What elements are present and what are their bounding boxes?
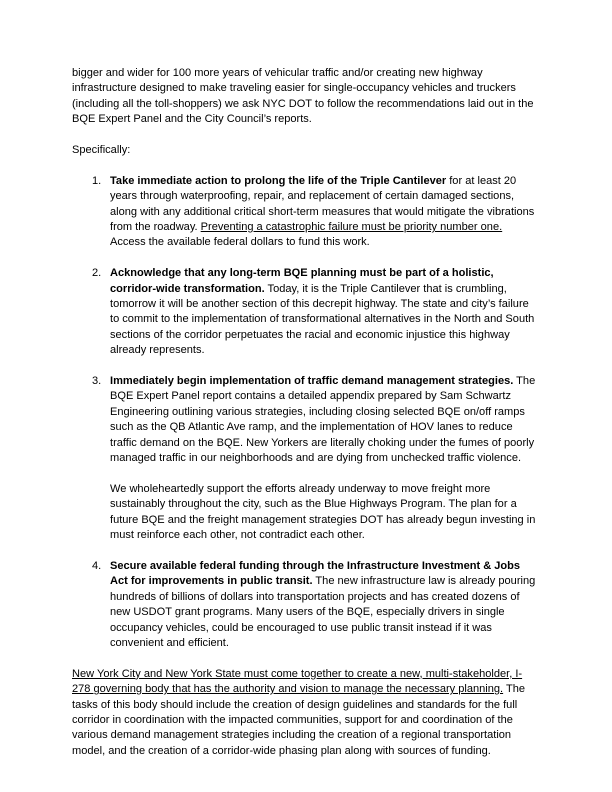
item-text: The BQE Expert Panel report contains a detailed appendix prepared by Sam Schwartz Engineering outlining various strategies, including closing selected BQE on/off ramps such as the QB Atlantic Ave ramp, and the implementation of HOV lanes to reduce traffic demand on the BQE. New Yorkers are literally choking under the fumes of poorly managed traffic in our neighborhoods and are dying from unchecked traffic violence. [110,375,536,465]
intro-paragraph: bigger and wider for 100 more years of vehicular traffic and/or creating new highway infrastructure designed to make traveling easier for single-occupancy vehicles and truckers (including all the toll-shoppers) we ask NYC DOT to follow the recommendations laid out in the BQE Expert Panel and the City Council’s reports. [72,67,534,126]
item-heading: Secure available federal funding through the Infrastructure Investment & Jobs Act for improvements in public transit. [110,559,521,588]
closing-text: The tasks of this body should include the creation of design guidelines and standards for the full corridor in coordination with the impacted communities, support for and coordination of the various demand management strategies including the creation of a regional transportation model, and the creation of a corridor-wide phasing plan along with sources of funding. [72,683,526,757]
item-number: 4. [92,559,102,572]
closing-underlined-text: New York City and New York State must come together to create a new, multi-stakeholder, I-278 governing body that has the authority and vision to manage the necessary planning. [72,667,523,696]
item-heading: Acknowledge that any long-term BQE planning must be part of a holistic, corridor-wide transformation. [110,267,494,295]
item-text: Today, it is the Triple Cantilever that is crumbling, tomorrow it will be another section of this decrepit highway. The state and city’s failure to commit to the implementation of transformational alternatives in the North and South sections of the corridor perpetuates the racial and economic injustice this highway already represents. [110,282,535,357]
list-item [72,559,540,651]
item-number: 1. [92,174,102,187]
item-number: 3. [92,375,102,388]
item-text-continued: We wholeheartedly support the efforts already underway to move freight more sustainably throughout the city, such as the Blue Highways Program. The plan for a future BQE and the freight management strategies DOT has already begun investing in must reinforce each other, not contradict each other. [110,482,536,542]
item-number: 2. [92,267,102,280]
item-text: The new infrastructure law is already pouring hundreds of billions of dollars into transportation projects and has created dozens of new USDOT grant programs. Many users of the BQE, especially drivers in single occupancy vehicles, could be encouraged to use public transit instead if it was convenient and efficient. [110,575,536,649]
closing-paragraph [72,667,540,759]
list-item [72,174,540,251]
list-item [72,374,540,543]
item-text: Access the available federal dollars to fund this work. [110,236,370,249]
item-heading: Take immediate action to prolong the life of the Triple Cantilever [110,174,447,187]
item-underlined-text: Preventing a catastrophic failure must be priority number one. [200,221,503,234]
recommendations-list [72,174,540,652]
specifically-label: Specifically: [72,144,131,157]
item-heading: Immediately begin implementation of traffic demand management strategies. [110,375,514,388]
item-text: for at least 20 years through waterproofing, repair, and replacement of certain damaged sections, along with any additional critical short-term measures that would mitigate the vibrations from the roadway. [110,174,535,234]
list-item [72,266,540,358]
